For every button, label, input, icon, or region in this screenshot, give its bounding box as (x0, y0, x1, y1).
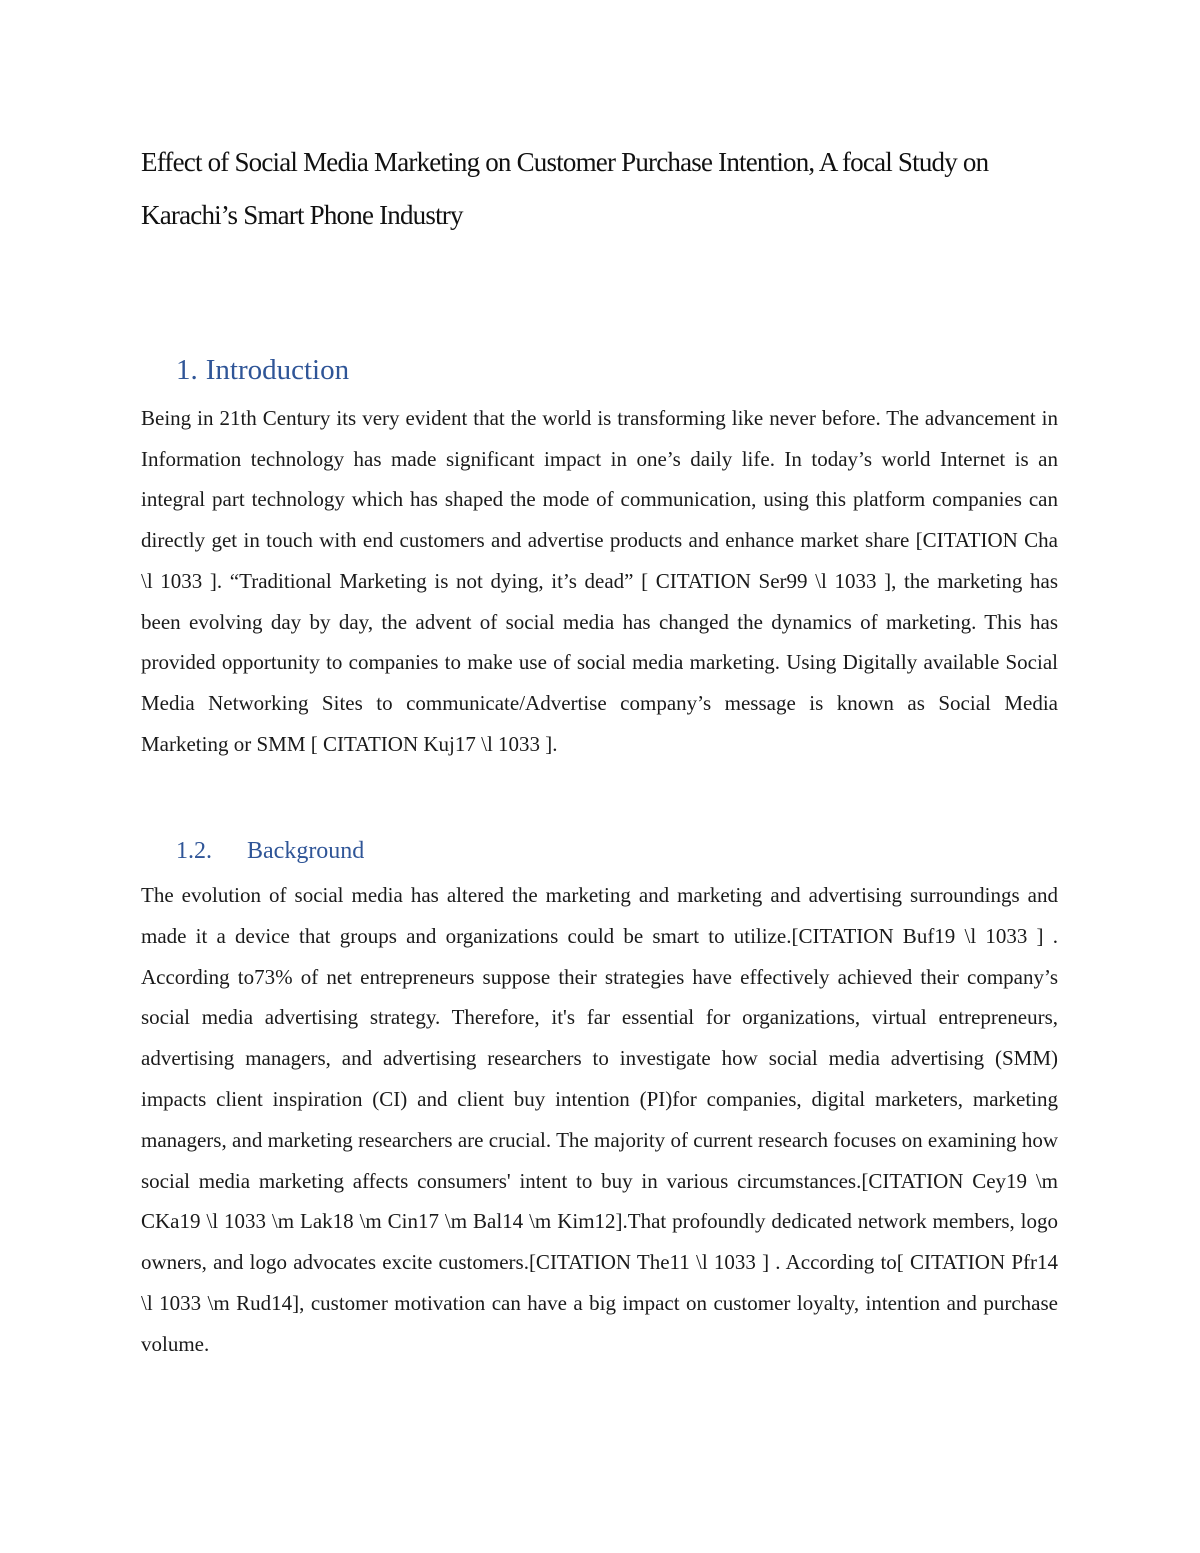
section-heading-text: Background (247, 838, 365, 864)
section-heading-background (176, 834, 364, 868)
section-heading-text: Introduction (205, 354, 350, 386)
introduction-paragraph: Being in 21th Century its very evident that the world is transforming like never before. The advancement in Information technology has made significant impact in one’s daily life. In today’s world Internet is an integral part technology which has shaped the mode of communication, using this platform companies can directly get in touch with end customers and advertise products and enhance market share [CITATION Cha \l 1033 ]. “Traditional Marketing is not dying, it’s dead” [ CITATION Ser99 \l 1033 ], the marketing has been evolving day by day, the advent of social media has changed the dynamics of marketing. This has provided opportunity to companies to make use of social media marketing. Using Digitally available Social Media Networking Sites to communicate/Advertise company’s message is known as Social Media Marketing or SMM [ CITATION Kuj17 \l 1033 ]. (141, 406, 1058, 756)
background-paragraph: The evolution of social media has altered the marketing and marketing and advertising surroundings and made it a device that groups and organizations could be smart to utilize.[CITATION Buf19 \l 1033 ] . According to73% of net entrepreneurs suppose their strategies have effectively achieved their company’s social media advertising strategy. Therefore, it's far essential for organizations, virtual entrepreneurs, advertising managers, and advertising researchers to investigate how social media advertising (SMM) impacts client inspiration (CI) and client buy intention (PI)for companies, digital marketers, marketing managers, and marketing researchers are crucial. The majority of current research focuses on examining how social media marketing affects consumers' intent to buy in various circumstances.[CITATION Cey19 \m CKa19 \l 1033 \m Lak18 \m Cin17 \m Bal14 \m Kim12].That profoundly dedicated network members, logo owners, and logo advocates excite customers.[CITATION The11 \l 1033 ] . According to[ CITATION Pfr14 \l 1033 \m Rud14], customer motivation can have a big impact on customer loyalty, intention and purchase volume. (141, 883, 1058, 1356)
section-heading-introduction (176, 350, 349, 390)
section-number: 1.2. (176, 838, 212, 864)
section-number: 1. (176, 354, 198, 386)
document-title: Effect of Social Media Marketing on Customer Purchase Intention, A focal Study on Karachi’s Smart Phone Industry (141, 147, 989, 230)
